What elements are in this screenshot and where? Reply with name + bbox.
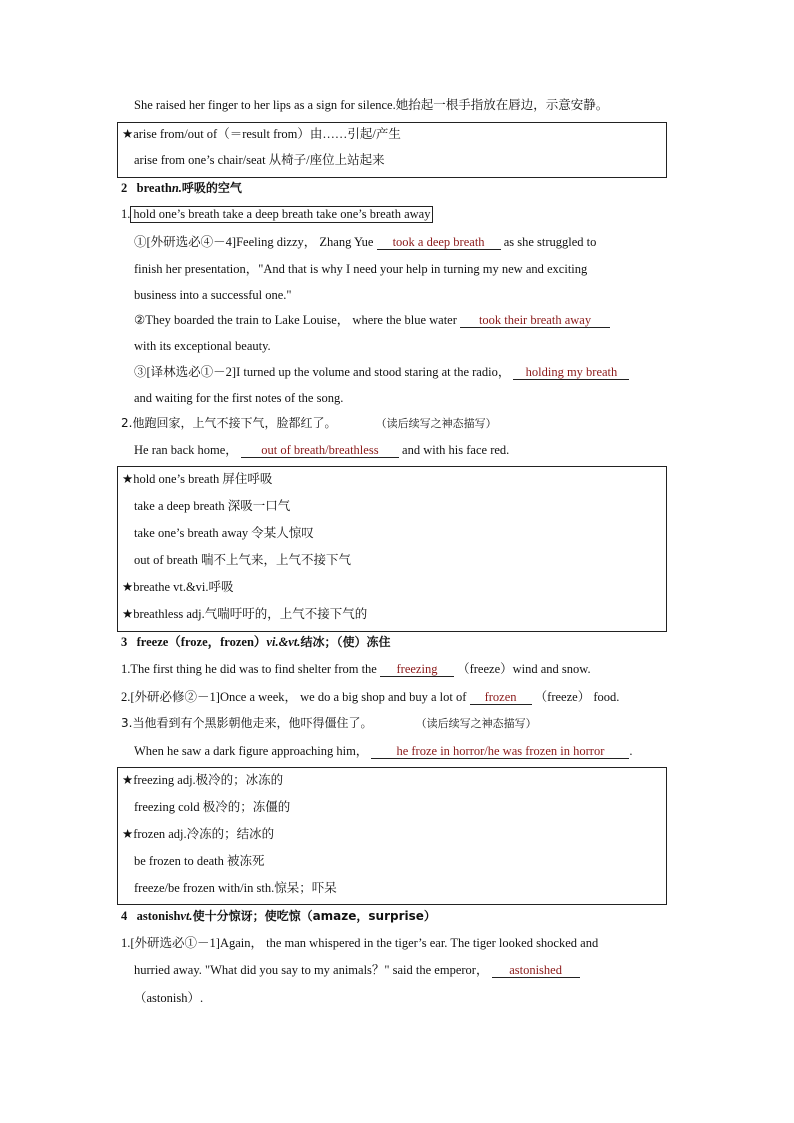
note-line: freezing cold 极冷的；冻僵的	[134, 800, 291, 814]
note-line: ★breathe vt.&vi.呼吸	[122, 580, 234, 594]
question-text: as she struggled to	[503, 235, 597, 249]
note-line: ★breathless adj.气喘吁吁的，上气不接下气的	[122, 607, 368, 621]
note-line: arise from one’s chair/seat 从椅子/座位上站起来	[134, 153, 385, 167]
chinese-prompt: 2.他跑回家，上气不接下气，脸都红了。	[121, 416, 337, 430]
breath-q1-line1	[134, 234, 596, 250]
answer-blank: freezing	[380, 662, 454, 677]
freeze-q3-en	[134, 743, 633, 759]
task-note: （读后续写之神态描写）	[375, 417, 497, 430]
question-text: .	[629, 744, 633, 758]
part-of-speech: vt.	[180, 909, 193, 923]
note-line: ★freezing adj.极冷的；冰冻的	[122, 773, 284, 787]
meaning: 结冰；（使）冻住	[300, 635, 391, 649]
freeze-note-box	[117, 767, 667, 905]
meaning: 呼吸的空气	[181, 181, 242, 195]
answer-blank: he froze in horror/he was frozen in horror	[371, 744, 629, 759]
exercise-number: 1.	[121, 207, 131, 221]
exercise-1-options	[121, 206, 433, 223]
headword: freeze（froze，frozen）	[136, 635, 267, 649]
question-text: He ran back home，	[134, 443, 238, 457]
word-options-box: hold one’s breath take a deep breath take one’s breath away	[130, 206, 433, 223]
question-text: ①[外研选必④－4]Feeling dizzy， Zhang Yue	[134, 235, 374, 249]
headword: astonish	[136, 909, 181, 923]
answer-blank: out of breath/breathless	[241, 443, 399, 458]
breath-q3-line2: and waiting for the first notes of the song.	[134, 391, 344, 405]
question-text: ②They boarded the train to Lake Louise， where the blue water	[134, 313, 457, 327]
astonish-q1-line2	[134, 962, 580, 978]
astonish-q1-line3: （astonish）.	[134, 991, 204, 1005]
arise-note-box	[117, 122, 667, 178]
question-text: ③[译林选必①－2]I turned up the volume and stood staring at the radio，	[134, 365, 511, 379]
breath-ex2-en	[134, 442, 509, 458]
answer-blank: took a deep breath	[377, 235, 501, 250]
task-note: （读后续写之神态描写）	[415, 717, 537, 730]
section-heading-freeze	[121, 634, 390, 650]
breath-q1-line2: finish her presentation，"And that is why I need your help in turning my new and exciting	[134, 262, 588, 276]
freeze-q1	[121, 661, 591, 677]
note-line: ★hold one’s breath 屏住呼吸	[122, 472, 273, 486]
section-number: 3	[121, 635, 128, 649]
section-heading-breath	[121, 180, 242, 196]
question-text: 2.[外研必修②－1]Once a week， we do a big shop and buy a lot of	[121, 690, 467, 704]
question-text: and with his face red.	[402, 443, 510, 457]
section-number: 2	[121, 181, 128, 195]
answer-blank: astonished	[492, 963, 580, 978]
note-line: be frozen to death 被冻死	[134, 854, 265, 868]
section-number: 4	[121, 909, 128, 923]
note-line: out of breath 喘不上气来，上气不接下气	[134, 553, 351, 567]
answer-blank: holding my breath	[513, 365, 629, 380]
breath-note-box	[117, 466, 667, 632]
intro-sentence: She raised her finger to her lips as a sign for silence.她抬起一根手指放在唇边，示意安静。	[134, 98, 609, 112]
question-text: 1.The first thing he did was to find shelter from the	[121, 662, 377, 676]
part-of-speech: vi.&vt.	[266, 635, 301, 649]
note-line: ★arise from/out of（＝result from）由……引起/产生	[122, 127, 401, 141]
chinese-prompt: 3.当他看到有个黑影朝他走来，他吓得僵住了。	[121, 716, 373, 730]
answer-blank: frozen	[470, 690, 532, 705]
note-line: take one’s breath away 令某人惊叹	[134, 526, 314, 540]
breath-q1-line3: business into a successful one."	[134, 288, 292, 302]
astonish-q1-line1: 1.[外研选必①－1]Again， the man whispered in the tiger’s ear. The tiger looked shocked and	[121, 936, 599, 950]
answer-blank: took their breath away	[460, 313, 610, 328]
note-line: freeze/be frozen with/in sth.惊呆；吓呆	[134, 881, 337, 895]
section-heading-astonish	[121, 908, 436, 924]
headword: breath	[136, 181, 172, 195]
question-text: （freeze） food.	[534, 690, 620, 704]
freeze-q3-cn	[121, 715, 537, 732]
note-line: ★frozen adj.冷冻的；结冰的	[122, 827, 275, 841]
question-text: hurried away. "What did you say to my animals？" said the emperor，	[134, 963, 489, 977]
part-of-speech: n.	[171, 181, 182, 195]
note-line: take a deep breath 深吸一口气	[134, 499, 291, 513]
breath-q2-line2: with its exceptional beauty.	[134, 339, 271, 353]
breath-q2-line1	[134, 312, 610, 328]
meaning: 使十分惊讶；使吃惊（amaze，surprise）	[192, 909, 436, 923]
question-text: （freeze）wind and snow.	[457, 662, 591, 676]
question-text: When he saw a dark figure approaching him，	[134, 744, 369, 758]
breath-ex2-cn	[121, 415, 497, 432]
freeze-q2	[121, 689, 619, 705]
breath-q3-line1	[134, 364, 629, 380]
